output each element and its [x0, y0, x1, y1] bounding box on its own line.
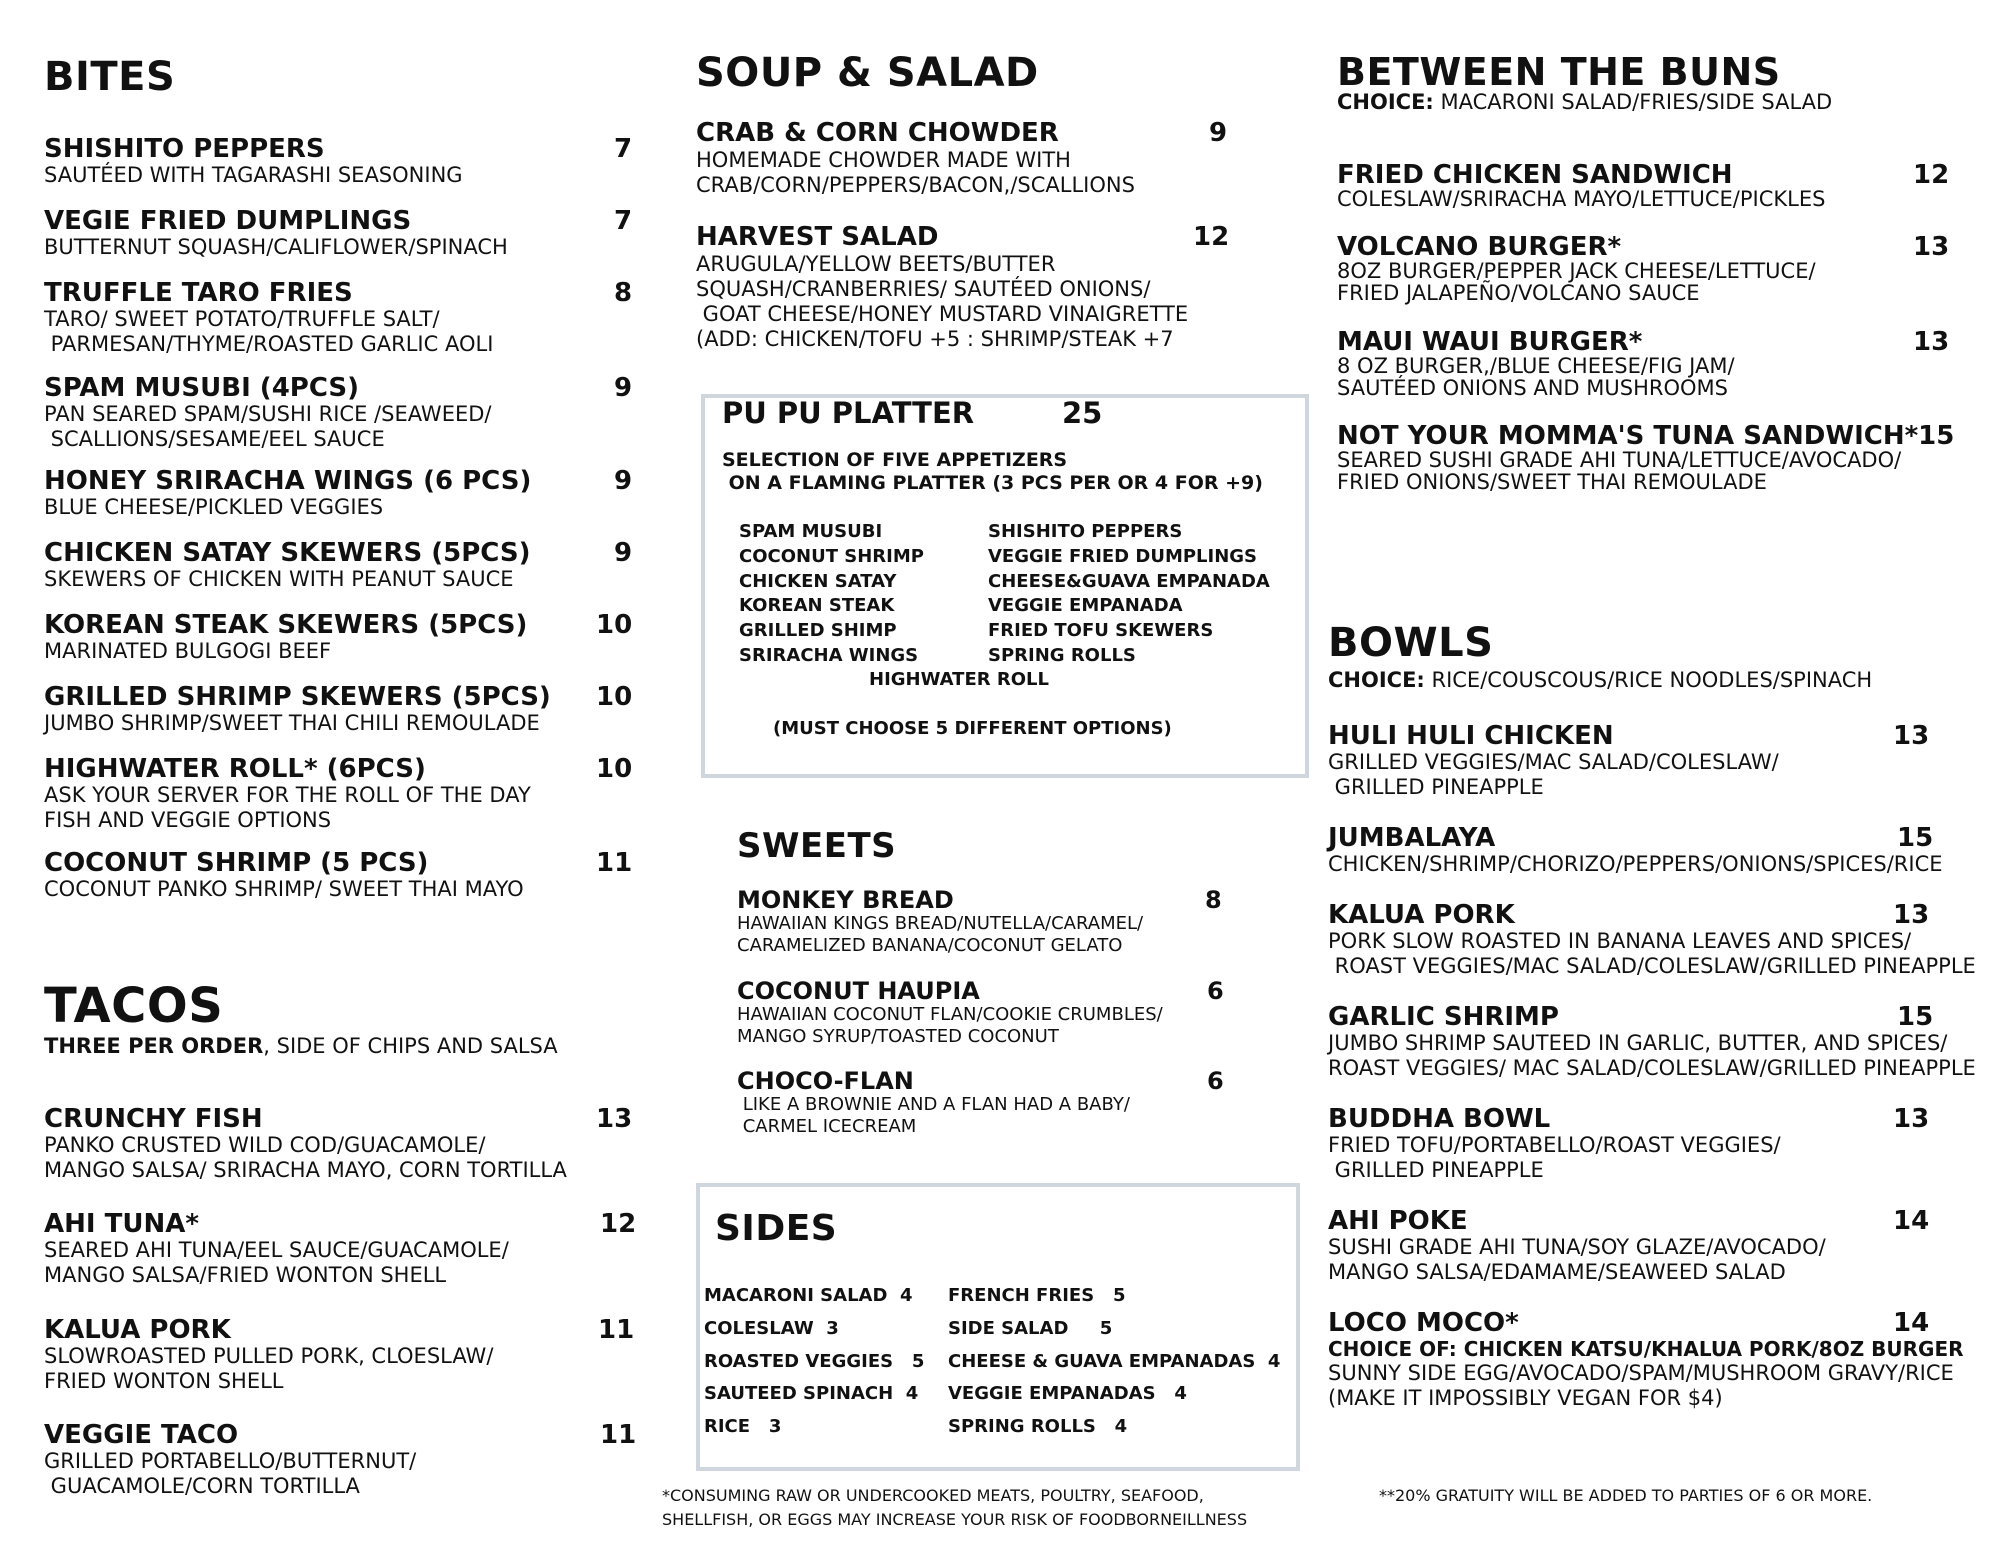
item-price: 12 — [600, 1209, 637, 1239]
item-name: CHICKEN SATAY SKEWERS (5PCS) — [44, 538, 531, 568]
item-desc: SUNNY SIDE EGG/AVOCADO/SPAM/MUSHROOM GRAVY/RICE (MAKE IT IMPOSSIBLY VEGAN FOR $4) — [1328, 1361, 1954, 1410]
item-price: 14 — [1893, 1308, 1930, 1338]
item-name: HARVEST SALAD — [696, 222, 939, 252]
item-desc: MARINATED BULGOGI BEEF — [44, 639, 332, 663]
gratuity-note: **20% GRATUITY WILL BE ADDED TO PARTIES OF 6 OR MORE. — [1379, 1486, 1873, 1505]
item-price: 7 — [614, 134, 633, 164]
bowls-subtitle — [1328, 668, 1872, 692]
item-price: 8 — [1205, 886, 1222, 914]
item-name: HULI HULI CHICKEN — [1328, 721, 1614, 751]
item-desc: CHICKEN/SHRIMP/CHORIZO/PEPPERS/ONIONS/SPICES/RICE — [1328, 852, 1943, 876]
item-price: 10 — [596, 682, 633, 712]
side-item: ROASTED VEGGIES 5 — [704, 1351, 925, 1372]
item-name: CRAB & CORN CHOWDER — [696, 118, 1059, 148]
item-name: GARLIC SHRIMP — [1328, 1002, 1559, 1032]
pupu-title: PU PU PLATTER — [722, 396, 975, 430]
item-price: 8 — [614, 278, 633, 308]
item-name: KALUA PORK — [44, 1315, 231, 1345]
item-name: NOT YOUR MOMMA'S TUNA SANDWICH*15 — [1337, 421, 1955, 451]
item-desc: GRILLED PORTABELLO/BUTTERNUT/ GUACAMOLE/CORN TORTILLA — [44, 1449, 417, 1498]
pupu-option: VEGGIE FRIED DUMPLINGS — [988, 546, 1258, 567]
pupu-option: CHICKEN SATAY — [739, 571, 897, 592]
item-name: VEGIE FRIED DUMPLINGS — [44, 206, 412, 236]
item-desc: SLOWROASTED PULLED PORK, CLOESLAW/ FRIED WONTON SHELL — [44, 1344, 494, 1393]
sweets-title: SWEETS — [737, 826, 897, 866]
side-item: FRENCH FRIES 5 — [948, 1285, 1126, 1306]
bowls-subtitle-bold: CHOICE: — [1328, 668, 1425, 692]
item-desc: 8OZ BURGER/PEPPER JACK CHEESE/LETTUCE/ FRIED JALAPEÑO/VOLCANO SAUCE — [1337, 259, 1816, 305]
item-price: 10 — [596, 610, 633, 640]
raw-food-warning: *CONSUMING RAW OR UNDERCOOKED MEATS, POULTRY, SEAFOOD, SHELLFISH, OR EGGS MAY INCREASE YOUR RISK OF FOODBORNEILLNESS — [662, 1486, 1248, 1529]
pupu-note: (MUST CHOOSE 5 DIFFERENT OPTIONS) — [773, 718, 1172, 739]
tacos-subtitle — [44, 1034, 558, 1058]
item-name: AHI POKE — [1328, 1206, 1468, 1236]
item-name: SHISHITO PEPPERS — [44, 134, 325, 164]
item-name: LOCO MOCO* — [1328, 1308, 1519, 1338]
pupu-price: 25 — [1062, 396, 1103, 430]
tacos-subtitle-rest: , SIDE OF CHIPS AND SALSA — [263, 1034, 558, 1058]
side-item: CHEESE & GUAVA EMPANADAS 4 — [948, 1351, 1281, 1372]
item-price: 6 — [1207, 1067, 1224, 1095]
side-item: SIDE SALAD 5 — [948, 1318, 1113, 1339]
side-item: MACARONI SALAD 4 — [704, 1285, 913, 1306]
item-price: 11 — [600, 1420, 637, 1450]
item-name: COCONUT SHRIMP (5 PCS) — [44, 848, 429, 878]
tacos-title: TACOS — [44, 978, 224, 1034]
item-desc: 8 OZ BURGER,/BLUE CHEESE/FIG JAM/ SAUTÉED ONIONS AND MUSHROOMS — [1337, 354, 1735, 400]
item-price: 13 — [1893, 721, 1930, 751]
side-item: SPRING ROLLS 4 — [948, 1416, 1128, 1437]
item-desc: ARUGULA/YELLOW BEETS/BUTTER SQUASH/CRANBERRIES/ SAUTÉED ONIONS/ GOAT CHEESE/HONEY MUSTARD VINAIGRETTE (ADD: CHICKEN/TOFU +5 : SHRIMP/STEAK +7 — [696, 252, 1189, 351]
item-choice: CHOICE OF: CHICKEN KATSU/KHALUA PORK/8OZ BURGER — [1328, 1337, 1964, 1361]
pupu-option: CHEESE&GUAVA EMPANADA — [988, 571, 1270, 592]
item-name: CRUNCHY FISH — [44, 1104, 263, 1134]
side-item: VEGGIE EMPANADAS 4 — [948, 1383, 1187, 1404]
item-desc: LIKE A BROWNIE AND A FLAN HAD A BABY/ CARMEL ICECREAM — [742, 1094, 1130, 1137]
item-price: 11 — [598, 1315, 635, 1345]
pupu-option: SPRING ROLLS — [988, 645, 1136, 666]
item-price: 13 — [596, 1104, 633, 1134]
pupu-option: GRILLED SHIMP — [739, 620, 897, 641]
bites-title: BITES — [44, 54, 176, 100]
item-name: KOREAN STEAK SKEWERS (5PCS) — [44, 610, 528, 640]
item-name: VEGGIE TACO — [44, 1420, 239, 1450]
item-price: 9 — [1209, 118, 1228, 148]
item-price: 15 — [1897, 823, 1934, 853]
item-name: JUMBALAYA — [1328, 823, 1496, 853]
side-item: SAUTEED SPINACH 4 — [704, 1383, 919, 1404]
item-desc: HOMEMADE CHOWDER MADE WITH CRAB/CORN/PEPPERS/BACON,/SCALLIONS — [696, 148, 1135, 197]
tacos-subtitle-bold: THREE PER ORDER — [44, 1034, 264, 1058]
item-price: 11 — [596, 848, 633, 878]
item-price: 7 — [614, 206, 633, 236]
item-price: 13 — [1913, 327, 1950, 357]
item-name: SPAM MUSUBI (4PCS) — [44, 373, 360, 403]
side-item: COLESLAW 3 — [704, 1318, 839, 1339]
item-desc: SAUTÉED WITH TAGARASHI SEASONING — [44, 163, 463, 187]
item-desc: COCONUT PANKO SHRIMP/ SWEET THAI MAYO — [44, 877, 524, 901]
item-price: 6 — [1207, 977, 1224, 1005]
buns-subtitle — [1337, 90, 1832, 114]
item-name: KALUA PORK — [1328, 900, 1515, 930]
item-desc: SUSHI GRADE AHI TUNA/SOY GLAZE/AVOCADO/ MANGO SALSA/EDAMAME/SEAWEED SALAD — [1328, 1235, 1826, 1284]
item-desc: SKEWERS OF CHICKEN WITH PEANUT SAUCE — [44, 567, 514, 591]
pupu-option: SPAM MUSUBI — [739, 521, 883, 542]
item-name: MONKEY BREAD — [737, 886, 954, 914]
item-desc: BLUE CHEESE/PICKLED VEGGIES — [44, 495, 384, 519]
item-desc: SEARED AHI TUNA/EEL SAUCE/GUACAMOLE/ MANGO SALSA/FRIED WONTON SHELL — [44, 1238, 509, 1287]
item-name: BUDDHA BOWL — [1328, 1104, 1551, 1134]
item-desc: FRIED TOFU/PORTABELLO/ROAST VEGGIES/ GRILLED PINEAPPLE — [1328, 1133, 1781, 1182]
item-desc: HAWAIIAN KINGS BREAD/NUTELLA/CARAMEL/ CARAMELIZED BANANA/COCONUT GELATO — [737, 913, 1144, 956]
item-desc: BUTTERNUT SQUASH/CALIFLOWER/SPINACH — [44, 235, 508, 259]
item-price: 9 — [614, 373, 633, 403]
item-name: TRUFFLE TARO FRIES — [44, 278, 353, 308]
pupu-option: HIGHWATER ROLL — [869, 669, 1049, 690]
item-price: 14 — [1893, 1206, 1930, 1236]
side-item: RICE 3 — [704, 1416, 782, 1437]
item-desc: PORK SLOW ROASTED IN BANANA LEAVES AND SPICES/ ROAST VEGGIES/MAC SALAD/COLESLAW/GRILLED PINEAPPLE — [1328, 929, 1976, 978]
buns-subtitle-bold: CHOICE: — [1337, 90, 1434, 114]
item-name: HIGHWATER ROLL* (6PCS) — [44, 754, 426, 784]
item-price: 13 — [1893, 900, 1930, 930]
bowls-title: BOWLS — [1328, 620, 1494, 666]
item-desc: TARO/ SWEET POTATO/TRUFFLE SALT/ PARMESAN/THYME/ROASTED GARLIC AOLI — [44, 307, 494, 356]
sides-title: SIDES — [715, 1208, 838, 1249]
item-price: 12 — [1193, 222, 1230, 252]
pupu-option: FRIED TOFU SKEWERS — [988, 620, 1214, 641]
item-desc: COLESLAW/SRIRACHA MAYO/LETTUCE/PICKLES — [1337, 187, 1826, 211]
item-name: VOLCANO BURGER* — [1337, 232, 1622, 262]
item-desc: PANKO CRUSTED WILD COD/GUACAMOLE/ MANGO SALSA/ SRIRACHA MAYO, CORN TORTILLA — [44, 1133, 567, 1182]
item-name: COCONUT HAUPIA — [737, 977, 980, 1005]
item-price: 12 — [1913, 160, 1950, 190]
item-price: 9 — [614, 538, 633, 568]
item-desc: GRILLED VEGGIES/MAC SALAD/COLESLAW/ GRILLED PINEAPPLE — [1328, 750, 1779, 799]
item-price: 9 — [614, 466, 633, 496]
item-desc: SEARED SUSHI GRADE AHI TUNA/LETTUCE/AVOCADO/ FRIED ONIONS/SWEET THAI REMOULADE — [1337, 448, 1902, 494]
item-name: CHOCO-FLAN — [737, 1067, 914, 1095]
item-desc: ASK YOUR SERVER FOR THE ROLL OF THE DAY FISH AND VEGGIE OPTIONS — [44, 783, 531, 832]
item-desc: JUMBO SHRIMP/SWEET THAI CHILI REMOULADE — [44, 711, 540, 735]
item-price: 13 — [1913, 232, 1950, 262]
item-desc: PAN SEARED SPAM/SUSHI RICE /SEAWEED/ SCALLIONS/SESAME/EEL SAUCE — [44, 402, 492, 451]
buns-subtitle-rest: MACARONI SALAD/FRIES/SIDE SALAD — [1433, 90, 1833, 114]
pupu-line1: SELECTION OF FIVE APPETIZERS — [722, 449, 1068, 471]
item-price: 15 — [1897, 1002, 1934, 1032]
soup-title: SOUP & SALAD — [696, 50, 1039, 96]
item-name: HONEY SRIRACHA WINGS (6 PCS) — [44, 466, 532, 496]
item-price: 10 — [596, 754, 633, 784]
pupu-option: SRIRACHA WINGS — [739, 645, 919, 666]
item-name: MAUI WAUI BURGER* — [1337, 327, 1643, 357]
item-desc: HAWAIIAN COCONUT FLAN/COOKIE CRUMBLES/ MANGO SYRUP/TOASTED COCONUT — [737, 1004, 1163, 1047]
pupu-option: COCONUT SHRIMP — [739, 546, 924, 567]
bowls-subtitle-rest: RICE/COUSCOUS/RICE NOODLES/SPINACH — [1424, 668, 1873, 692]
pupu-option: KOREAN STEAK — [739, 595, 895, 616]
pupu-line2: ON A FLAMING PLATTER (3 PCS PER OR 4 FOR +9) — [722, 472, 1263, 494]
pupu-option: VEGGIE EMPANADA — [988, 595, 1183, 616]
pupu-option: SHISHITO PEPPERS — [988, 521, 1183, 542]
item-desc: JUMBO SHRIMP SAUTEED IN GARLIC, BUTTER, AND SPICES/ ROAST VEGGIES/ MAC SALAD/COLESLAW/GRILLED PINEAPPLE — [1328, 1031, 1976, 1080]
item-name: GRILLED SHRIMP SKEWERS (5PCS) — [44, 682, 551, 712]
item-price: 13 — [1893, 1104, 1930, 1134]
item-name: AHI TUNA* — [44, 1209, 199, 1239]
buns-title: BETWEEN THE BUNS — [1337, 50, 1781, 94]
item-name: FRIED CHICKEN SANDWICH — [1337, 160, 1733, 190]
